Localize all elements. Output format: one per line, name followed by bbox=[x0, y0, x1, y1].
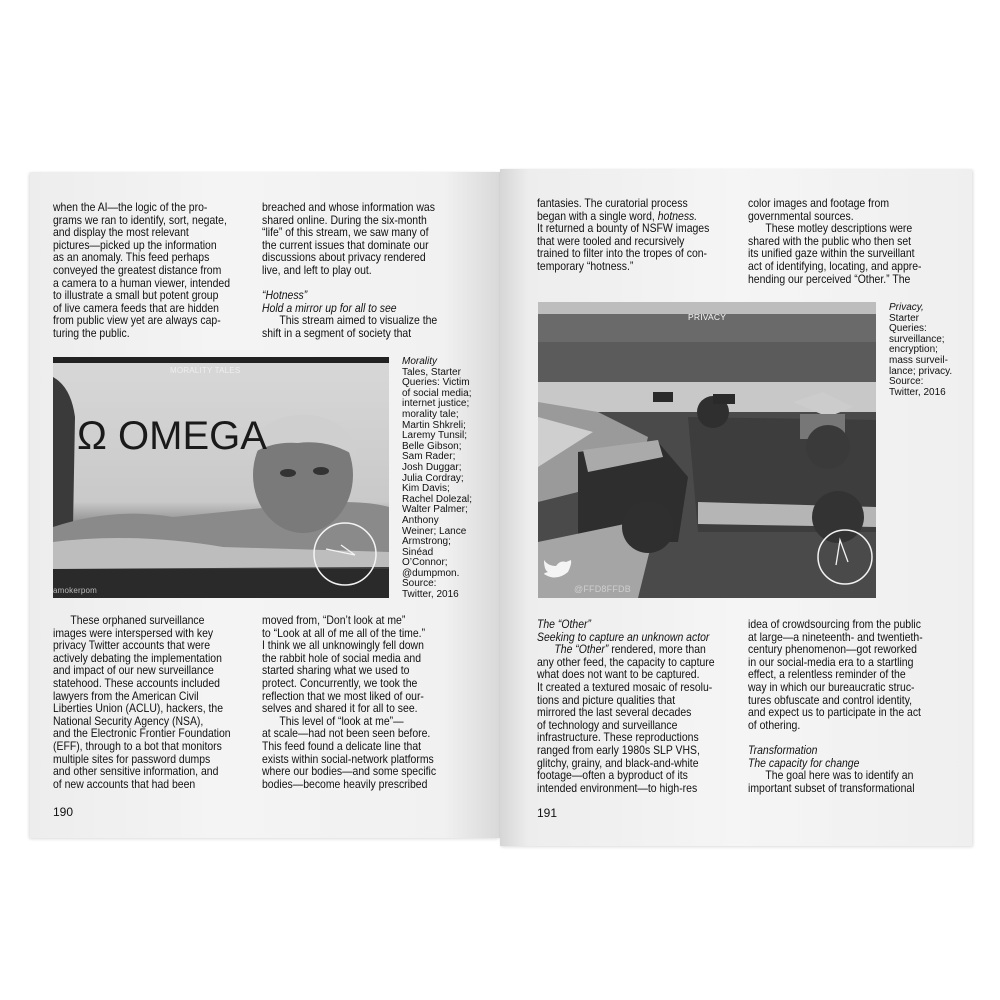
caption-line: Source: bbox=[402, 578, 437, 590]
left-col2-bottom bbox=[262, 614, 436, 790]
text-line: bodies—become heavily prescribed bbox=[262, 776, 428, 791]
caption-line: encryption; bbox=[889, 344, 938, 356]
text-line: temporary “hotness.” bbox=[537, 258, 634, 273]
text-line: from public view yet are always cap- bbox=[53, 313, 221, 328]
text-line: trained to filter into the tropes of con- bbox=[537, 246, 708, 261]
text-line: where our bodies—and some specific bbox=[262, 764, 437, 779]
twitter-handle: @FFD8FFDB bbox=[574, 584, 631, 594]
caption-line: Laremy Tunsil; bbox=[402, 430, 468, 442]
left-col1-top bbox=[53, 201, 230, 340]
caption-line: Starter bbox=[889, 312, 920, 324]
text-line: infrastructure. These reproductions bbox=[537, 730, 699, 745]
text-line: pictures—picked up the information bbox=[53, 237, 217, 252]
text-line: live, and left to play out. bbox=[262, 262, 372, 277]
text-line: shared online. During the six-month bbox=[262, 212, 427, 227]
text-line: to illustrate a small but potent group bbox=[53, 288, 219, 303]
caption-line: of social media; bbox=[402, 387, 472, 399]
left-col1-bottom bbox=[53, 614, 231, 790]
text-line: act of identifying, locating, and appre- bbox=[748, 258, 922, 273]
morality-tales-caption bbox=[402, 357, 472, 601]
text-line: of new accounts that had been bbox=[53, 776, 196, 791]
caption-line: Martin Shkreli; bbox=[402, 419, 466, 431]
text-segment: rendered, more than bbox=[608, 642, 706, 657]
text-line: conveyed the greatest distance from bbox=[53, 262, 222, 277]
caption-line: Josh Duggar; bbox=[402, 461, 462, 473]
text-line: Transformation bbox=[748, 742, 818, 757]
caption-line: Weiner; Lance bbox=[402, 525, 467, 537]
photo-watermark: amokerpom bbox=[53, 586, 98, 595]
page-number-left: 190 bbox=[53, 805, 74, 819]
caption-line: lance; privacy. bbox=[889, 365, 953, 377]
left-col2-top bbox=[262, 201, 437, 340]
text-line: and impact of our new surveillance bbox=[53, 663, 214, 678]
photo-label: MORALITY TALES bbox=[170, 366, 241, 375]
text-line: and expect us to participate in the act bbox=[748, 705, 921, 720]
text-line: multiple sites for password dumps bbox=[53, 751, 211, 766]
text-line: hending our perceived “Other.” The bbox=[748, 271, 911, 286]
text-line: at scale—had not been seen before. bbox=[262, 726, 431, 741]
text-line: of othering. bbox=[748, 717, 801, 732]
text-line: privacy Twitter accounts that were bbox=[53, 638, 211, 653]
text-line: Hold a mirror up for all to see bbox=[262, 300, 397, 315]
text-line: I think we all unknowingly fell down bbox=[262, 638, 424, 653]
text-line: fantasies. The curatorial process bbox=[537, 196, 688, 210]
text-line: its unified gaze within the surveillant bbox=[748, 246, 915, 261]
text-line: and the Electronic Frontier Foundation bbox=[53, 726, 231, 741]
morality-tales-photo bbox=[53, 357, 389, 598]
caption-line: Kim Davis; bbox=[402, 483, 450, 495]
text-line: ranged from early 1980s SLP VHS, bbox=[537, 742, 700, 757]
caption-line: mass surveil- bbox=[889, 354, 948, 366]
caption-line: Queries: bbox=[889, 323, 927, 335]
text-line: what does not want to be captured. bbox=[537, 667, 700, 682]
caption-line: Tales, Starter bbox=[402, 366, 461, 378]
text-line: It created a textured mosaic of resolu- bbox=[537, 679, 713, 694]
text-line: the rabbit hole of social media and bbox=[262, 650, 422, 665]
privacy-photo bbox=[538, 302, 876, 598]
text-line: color images and footage from bbox=[748, 196, 890, 210]
caption-line: Source: bbox=[889, 376, 924, 388]
text-line: grams we ran to identify, sort, negate, bbox=[53, 212, 227, 227]
caption-line: Sinéad bbox=[402, 546, 434, 558]
text-line: turing the public. bbox=[53, 325, 130, 340]
text-line: “Hotness” bbox=[262, 288, 308, 303]
text-line: important subset of transformational bbox=[748, 780, 915, 795]
text-line: actively debating the implementation bbox=[53, 650, 222, 665]
right-col2-bottom bbox=[748, 618, 923, 794]
text-line: of live camera feeds that are hidden bbox=[53, 300, 219, 315]
text-line: breached and whose information was bbox=[262, 200, 435, 214]
text-line: The “Other” bbox=[537, 617, 591, 631]
caption-line: Anthony bbox=[402, 514, 439, 526]
text-line: way in which our bureaucratic struc- bbox=[748, 679, 915, 694]
caption-line: internet justice; bbox=[402, 398, 470, 410]
text-line: These orphaned surveillance bbox=[70, 613, 205, 627]
text-line: The capacity for change bbox=[748, 755, 860, 770]
text-line: discussions about privacy rendered bbox=[262, 250, 426, 265]
caption-line: Sam Rader; bbox=[402, 451, 456, 463]
text-segment: hotness. bbox=[657, 208, 698, 223]
text-line: effect, a relentless reminder of the bbox=[748, 667, 906, 682]
text-line: This level of “look at me”— bbox=[279, 713, 404, 728]
text-line: shift in a segment of society that bbox=[262, 325, 412, 340]
text-line: century phenomenon—got reworked bbox=[748, 642, 917, 657]
caption-title: Morality bbox=[402, 356, 438, 367]
text-line: “life” of this stream, we saw many of bbox=[262, 225, 429, 240]
caption-line: Rachel Dolezal; bbox=[402, 493, 473, 505]
omega-sign: Ω OMEGA bbox=[77, 414, 267, 458]
text-line: and display the most relevant bbox=[53, 225, 189, 240]
text-line: a camera to a human viewer, intended bbox=[53, 275, 231, 290]
text-line: any other feed, the capacity to capture bbox=[537, 654, 715, 669]
caption-line: surveillance; bbox=[889, 333, 945, 345]
privacy-caption bbox=[889, 303, 952, 398]
text-line: It returned a bounty of NSFW images bbox=[537, 221, 710, 236]
caption-title: Privacy, bbox=[889, 302, 924, 313]
photo-label: PRIVACY bbox=[688, 312, 727, 322]
text-line: statehood. These accounts included bbox=[53, 675, 220, 690]
text-line: protect. Concurrently, we took the bbox=[262, 675, 418, 690]
text-line: of technology and surveillance bbox=[537, 717, 678, 732]
text-line: lawyers from the American Civil bbox=[53, 688, 199, 703]
text-line: started sharing what we used to bbox=[262, 663, 410, 678]
right-col1-top bbox=[537, 197, 709, 273]
text-line: This feed found a delicate line that bbox=[262, 738, 422, 753]
text-line: Seeking to capture an unknown actor bbox=[537, 629, 710, 644]
text-line: tures obfuscate and control identity, bbox=[748, 692, 913, 707]
page-number-right: 191 bbox=[537, 806, 558, 820]
caption-line: Armstrong; bbox=[402, 536, 451, 548]
text-line: footage—often a byproduct of its bbox=[537, 768, 688, 783]
text-line: the current issues that dominate our bbox=[262, 237, 429, 252]
caption-line: @dumpmon. bbox=[402, 567, 460, 579]
text-line: to “Look at all of me all of the time.” bbox=[262, 625, 426, 640]
right-col1-bottom bbox=[537, 618, 715, 794]
caption-line: Twitter, 2016 bbox=[402, 589, 459, 601]
text-line: intended environment—to high-res bbox=[537, 780, 698, 795]
text-line: that were tooled and recursively bbox=[537, 233, 685, 248]
caption-line: Queries: Victim bbox=[402, 377, 470, 389]
text-line: shared with the public who then set bbox=[748, 233, 912, 248]
text-line: in our social-media era to a startling bbox=[748, 654, 914, 669]
text-line: at large—a nineteenth- and twentieth- bbox=[748, 629, 923, 644]
text-line: National Security Agency (NSA), bbox=[53, 713, 204, 728]
text-line: governmental sources. bbox=[748, 208, 854, 223]
right-col2-top bbox=[748, 197, 922, 285]
text-line: (EFF), through to a bot that monitors bbox=[53, 738, 222, 753]
text-line: mirrored the last several decades bbox=[537, 705, 692, 720]
text-line: reflection that we most liked of our- bbox=[262, 688, 424, 703]
caption-line: morality tale; bbox=[402, 408, 459, 420]
text-line: Liberties Union (ACLU), hackers, the bbox=[53, 701, 224, 716]
text-line: This stream aimed to visualize the bbox=[279, 313, 438, 328]
text-line: idea of crowdsourcing from the public bbox=[748, 617, 921, 631]
caption-line: Twitter, 2016 bbox=[889, 386, 946, 398]
text-line: tions and picture qualities that bbox=[537, 692, 676, 707]
caption-line: Julia Cordray; bbox=[402, 472, 464, 484]
caption-line: Belle Gibson; bbox=[402, 440, 462, 452]
text-line: as an anomaly. This feed perhaps bbox=[53, 250, 210, 265]
text-segment: The “Other” bbox=[554, 642, 609, 657]
text-line: images were interspersed with key bbox=[53, 625, 214, 640]
text-line: exists within social-network platforms bbox=[262, 751, 434, 766]
text-segment: began with a single word, bbox=[537, 208, 658, 223]
text-line: glitchy, grainy, and black-and-white bbox=[537, 755, 699, 770]
text-line: and other sensitive information, and bbox=[53, 764, 219, 779]
text-line: The goal here was to identify an bbox=[765, 768, 914, 783]
caption-line: Walter Palmer; bbox=[402, 504, 468, 516]
text-line: These motley descriptions were bbox=[765, 221, 913, 236]
text-line: moved from, “Don’t look at me” bbox=[262, 613, 406, 627]
text-line bbox=[537, 643, 715, 656]
text-line: when the AI—the logic of the pro- bbox=[53, 200, 208, 214]
text-line: selves and shared it for all to see. bbox=[262, 701, 418, 716]
caption-line: O’Connor; bbox=[402, 557, 448, 569]
